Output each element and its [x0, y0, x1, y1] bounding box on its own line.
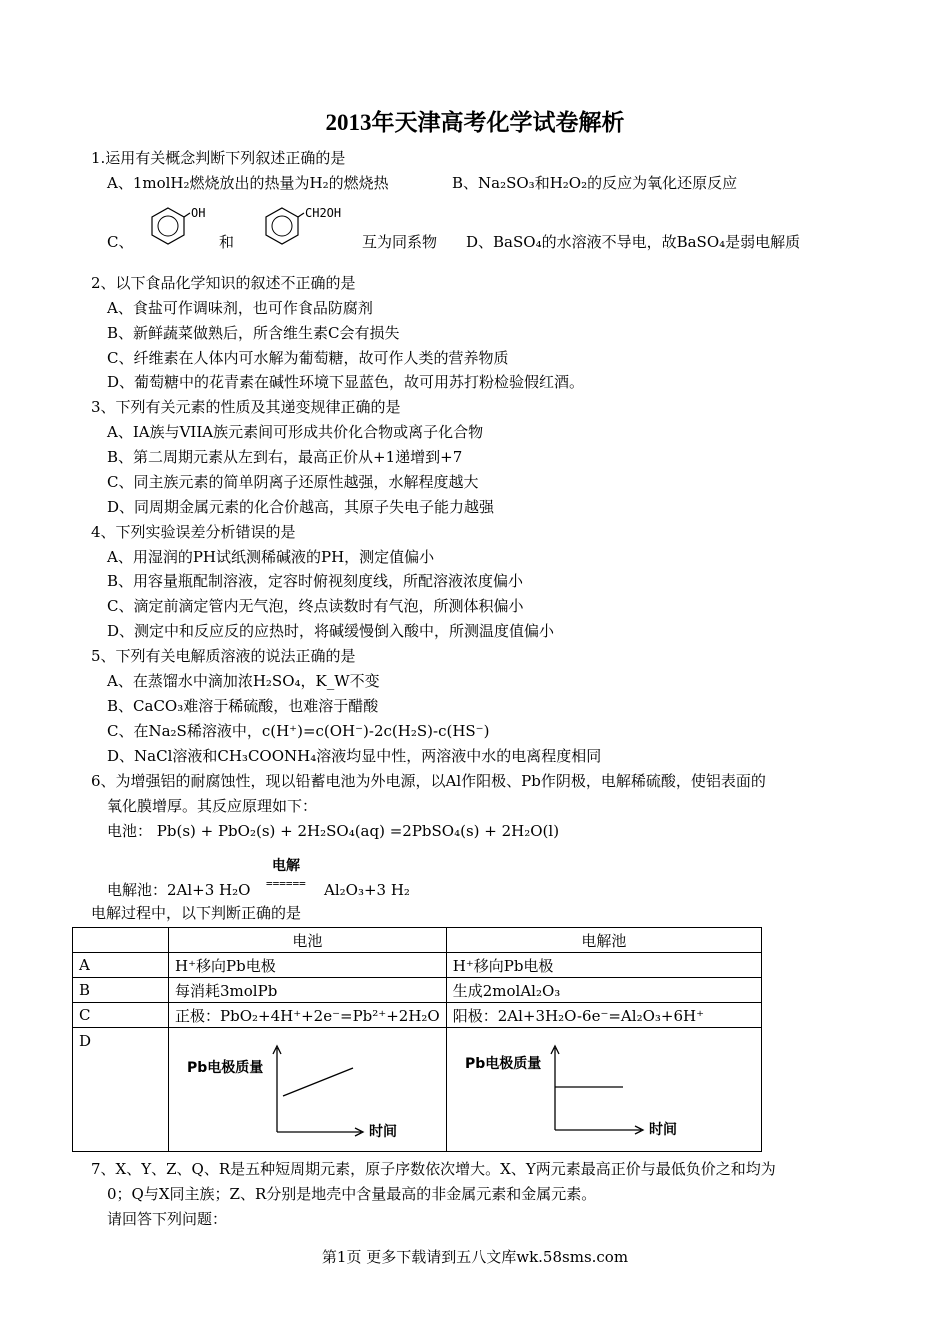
graph-ylabel: Pb电极质量: [187, 1060, 264, 1076]
q2-option-a: A、食盐可作调味剂，也可作食品防腐剂: [107, 299, 373, 317]
q4-option-c: C、滴定前滴定管内无气泡，终点读数时有气泡，所测体积偏小: [107, 597, 524, 615]
q6-question: 电解过程中，以下判断正确的是: [91, 904, 302, 922]
q1-option-b: B、Na₂SO₃和H₂O₂的反应为氧化还原反应: [452, 174, 738, 192]
q1-option-a: A、1molH₂燃烧放出的热量为H₂的燃烧热: [107, 174, 389, 192]
q2-option-c: C、纤维素在人体内可水解为葡萄糖，故可作人类的营养物质: [107, 349, 509, 367]
table-row: [73, 978, 762, 1003]
q4-stem: 4、下列实验误差分析错误的是: [91, 523, 296, 541]
q6-cell-condition: 电解: [272, 858, 300, 874]
table-row: [73, 1028, 762, 1152]
page-title: 2013年天津高考化学试卷解析: [325, 110, 625, 135]
row-d-battery-graph-cell: [169, 1028, 447, 1152]
row-b-battery: 每消耗3molPb: [169, 978, 447, 1003]
phenol-oh-label: OH: [191, 206, 206, 220]
q6-cell-arrow: ======: [266, 877, 306, 890]
row-c-label: C: [73, 1003, 169, 1028]
q6-battery-equation: 电池： Pb(s) + PbO₂(s) + 2H₂SO₄(aq) =2PbSO₄(s) + 2H₂O(l): [107, 822, 560, 840]
table-header-blank: [73, 928, 169, 953]
row-b-cell: 生成2molAl₂O₃: [446, 978, 761, 1003]
q6-cell-products: Al₂O₃+3 H₂: [324, 881, 410, 899]
q3-stem: 3、下列有关元素的性质及其递变规律正确的是: [91, 398, 401, 416]
table-header-row: [73, 928, 762, 953]
q3-option-d: D、同周期金属元素的化合价越高，其原子失电子能力越强: [107, 498, 495, 516]
q4-option-a: A、用湿润的PH试纸测稀碱液的PH，测定值偏小: [107, 548, 435, 566]
graph-xlabel: 时间: [648, 1122, 677, 1138]
row-b-label: B: [73, 978, 169, 1003]
q1-option-c-suffix: 互为同系物: [362, 233, 438, 251]
battery-pb-mass-graph: [175, 1032, 425, 1144]
q5-option-a: A、在蒸馏水中滴加浓H₂SO₄，K_W不变: [107, 672, 380, 690]
q5-option-b: B、CaCO₃难溶于稀硫酸，也难溶于醋酸: [107, 697, 379, 715]
benzyl-ch2oh-label: CH2OH: [305, 206, 342, 220]
q2-option-d: D、葡萄糖中的花青素在碱性环境下显蓝色，故可用苏打粉检验假红酒。: [107, 373, 585, 391]
q3-option-c: C、同主族元素的简单阴离子还原性越强，水解程度越大: [107, 473, 479, 491]
q5-option-c: C、在Na₂S稀溶液中，c(H⁺)=c(OH⁻)-2c(H₂S)-c(HS⁻): [107, 722, 490, 740]
row-a-battery: H⁺移向Pb电极: [169, 953, 447, 978]
q3-option-b: B、第二周期元素从左到右，最高正价从+1递增到+7: [107, 448, 463, 466]
q1-option-c-prefix: C、: [107, 233, 134, 251]
q6-cell-reactants: 电解池：2Al+3 H₂O: [107, 881, 251, 899]
pb-mass-increasing-line: [283, 1068, 353, 1096]
table-row: [73, 953, 762, 978]
graph-xlabel: 时间: [369, 1124, 397, 1140]
phenol-structure: [148, 200, 218, 250]
q7-stem-line3: 请回答下列问题：: [107, 1210, 228, 1228]
q4-option-d: D、测定中和反应反的应热时，将碱缓慢倒入酸中，所测温度值偏小: [107, 622, 555, 640]
q5-option-d: D、NaCl溶液和CH₃COONH₄溶液均显中性，两溶液中水的电离程度相同: [107, 747, 602, 765]
q2-stem: 2、以下食品化学知识的叙述不正确的是: [91, 274, 356, 292]
q6-stem-line1: 6、为增强铝的耐腐蚀性，现以铅蓄电池为外电源，以Al作阳极、Pb作阴极，电解稀硫酸，使铝表面的: [91, 772, 766, 790]
row-a-cell: H⁺移向Pb电极: [446, 953, 761, 978]
q2-option-b: B、新鲜蔬菜做熟后，所含维生素C会有损失: [107, 324, 400, 342]
graph-ylabel: Pb电极质量: [464, 1056, 542, 1072]
q1-option-d: D、BaSO₄的水溶液不导电，故BaSO₄是弱电解质: [466, 233, 801, 251]
row-c-battery: 正极：PbO₂+4H⁺+2e⁻=Pb²⁺+2H₂O: [169, 1003, 447, 1028]
row-a-label: A: [73, 953, 169, 978]
row-d-cell-graph-cell: [446, 1028, 761, 1152]
benzyl-alcohol-structure: [262, 200, 357, 250]
q6-options-table: [72, 927, 762, 1152]
table-header-battery: 电池: [169, 928, 447, 953]
page-footer: 第1页 更多下载请到五八文库wk.58sms.com: [321, 1248, 629, 1266]
table-header-cell: 电解池: [446, 928, 761, 953]
q7-stem-line2: 0；Q与X同主族；Z、R分别是地壳中含量最高的非金属元素和金属元素。: [107, 1185, 597, 1203]
q6-stem-line2: 氧化膜增厚。其反应原理如下：: [107, 797, 318, 815]
q1-option-c-and: 和: [219, 233, 235, 251]
q4-option-b: B、用容量瓶配制溶液，定容时俯视刻度线，所配溶液浓度偏小: [107, 572, 524, 590]
q1-stem: 1.运用有关概念判断下列叙述正确的是: [91, 149, 346, 167]
table-row: [73, 1003, 762, 1028]
q5-stem: 5、下列有关电解质溶液的说法正确的是: [91, 647, 356, 665]
row-c-cell: 阳极：2Al+3H₂O-6e⁻=Al₂O₃+6H⁺: [446, 1003, 761, 1028]
cell-pb-mass-graph: [453, 1032, 753, 1144]
q3-option-a: A、IA族与VIIA族元素间可形成共价化合物或离子化合物: [107, 423, 484, 441]
q7-stem-line1: 7、X、Y、Z、Q、R是五种短周期元素，原子序数依次增大。X、Y两元素最高正价与最低负价之和均为: [91, 1160, 776, 1178]
row-d-label: D: [73, 1028, 169, 1152]
